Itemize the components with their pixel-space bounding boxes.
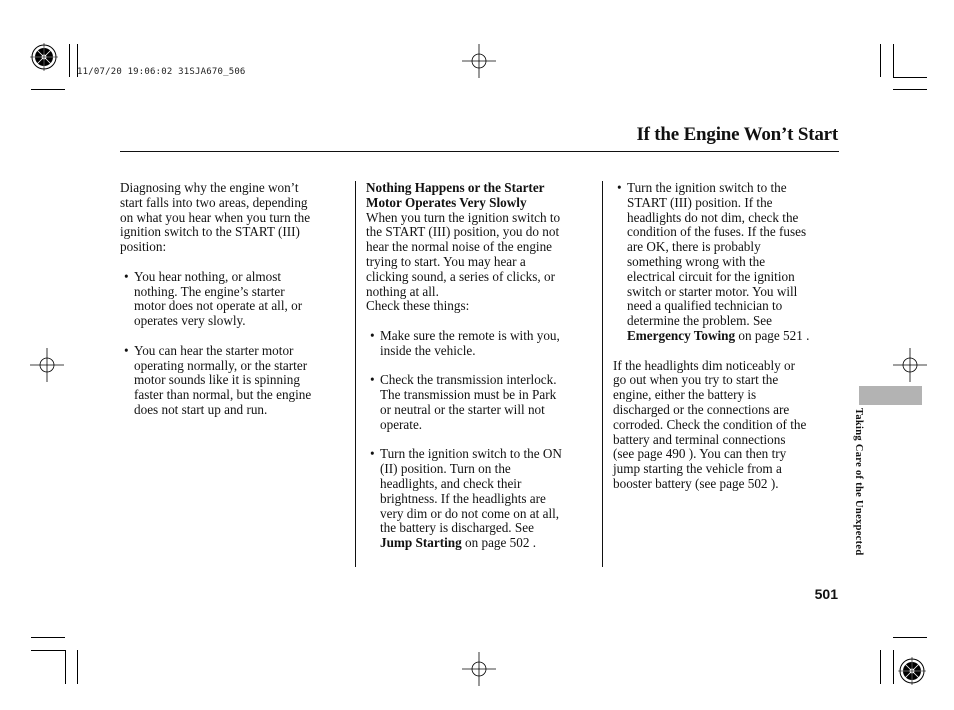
title-divider [120,151,839,152]
list-item: • Turn the ignition switch to the START (III) position. If the headlights do not dim, check the condition of the fuses. If the fuses are OK, there is probably something wrong with the electrical circuit for the ignition switch or starter motor. You will need a qualified technician to determine the problem. See Emergency Towing on page 521 . [613,181,841,344]
page-number: 501 [814,586,838,602]
body-paragraph: When you turn the ignition switch to the START (III) position, you do not hear the normal noise of the engine trying to start. You may hear a clicking sound, a series of clicks, or nothing at all. Check these things: [366,209,561,314]
intro-paragraph: Diagnosing why the engine won’t start falls into two areas, depending on what you hear when you turn the ignition switch to the START (III) position: [120,180,311,255]
list-item: • Check the transmission interlock. The transmission must be in Park or neutral or the starter will not operate. [366,373,594,432]
crosshair-icon [462,652,496,686]
section-heading: Nothing Happens or the Starter Motor Operates Very Slowly [366,180,545,210]
list-item: • Make sure the remote is with you, inside the vehicle. [366,329,594,359]
crosshair-icon [893,348,927,382]
column-3 [613,181,841,492]
list-item: • You can hear the starter motor operating normally, or the starter motor sounds like it is spinning faster than normal, but the engine does not start up and run. [120,344,346,418]
column-divider [602,181,603,567]
list-item: • You hear nothing, or almost nothing. The engine’s starter motor does not operate at all, or operates very slowly. [120,270,346,329]
crosshair-icon [462,44,496,78]
crosshair-icon [30,348,64,382]
registration-target-icon [898,657,926,685]
jump-starting-link[interactable]: Jump Starting [380,535,462,551]
column-1 [120,181,346,418]
emergency-towing-link[interactable]: Emergency Towing [627,327,736,343]
list-item: • Turn the ignition switch to the ON (II) position. Turn on the headlights, and check their brightness. If the headlights are very dim or do not come on at all, the battery is discharged. See Jump Starting on page 502 . [366,447,594,551]
registration-target-icon [30,43,58,71]
body-paragraph: If the headlights dim noticeably or go out when you try to start the engine, either the battery is discharged or the connections are corroded. Check the condition of the battery and terminal connections (see page 490 ). You can then try jump starting the vehicle from a booster battery (see page 502 ). [613,357,807,491]
column-2 [366,181,594,551]
column-divider [355,181,356,567]
print-code: 11/07/20 19:06:02 31SJA670_506 [77,67,246,77]
section-tab [859,386,922,405]
page-title: If the Engine Won’t Start [636,124,838,145]
section-side-label: Taking Care of the Unexpected [853,408,864,556]
